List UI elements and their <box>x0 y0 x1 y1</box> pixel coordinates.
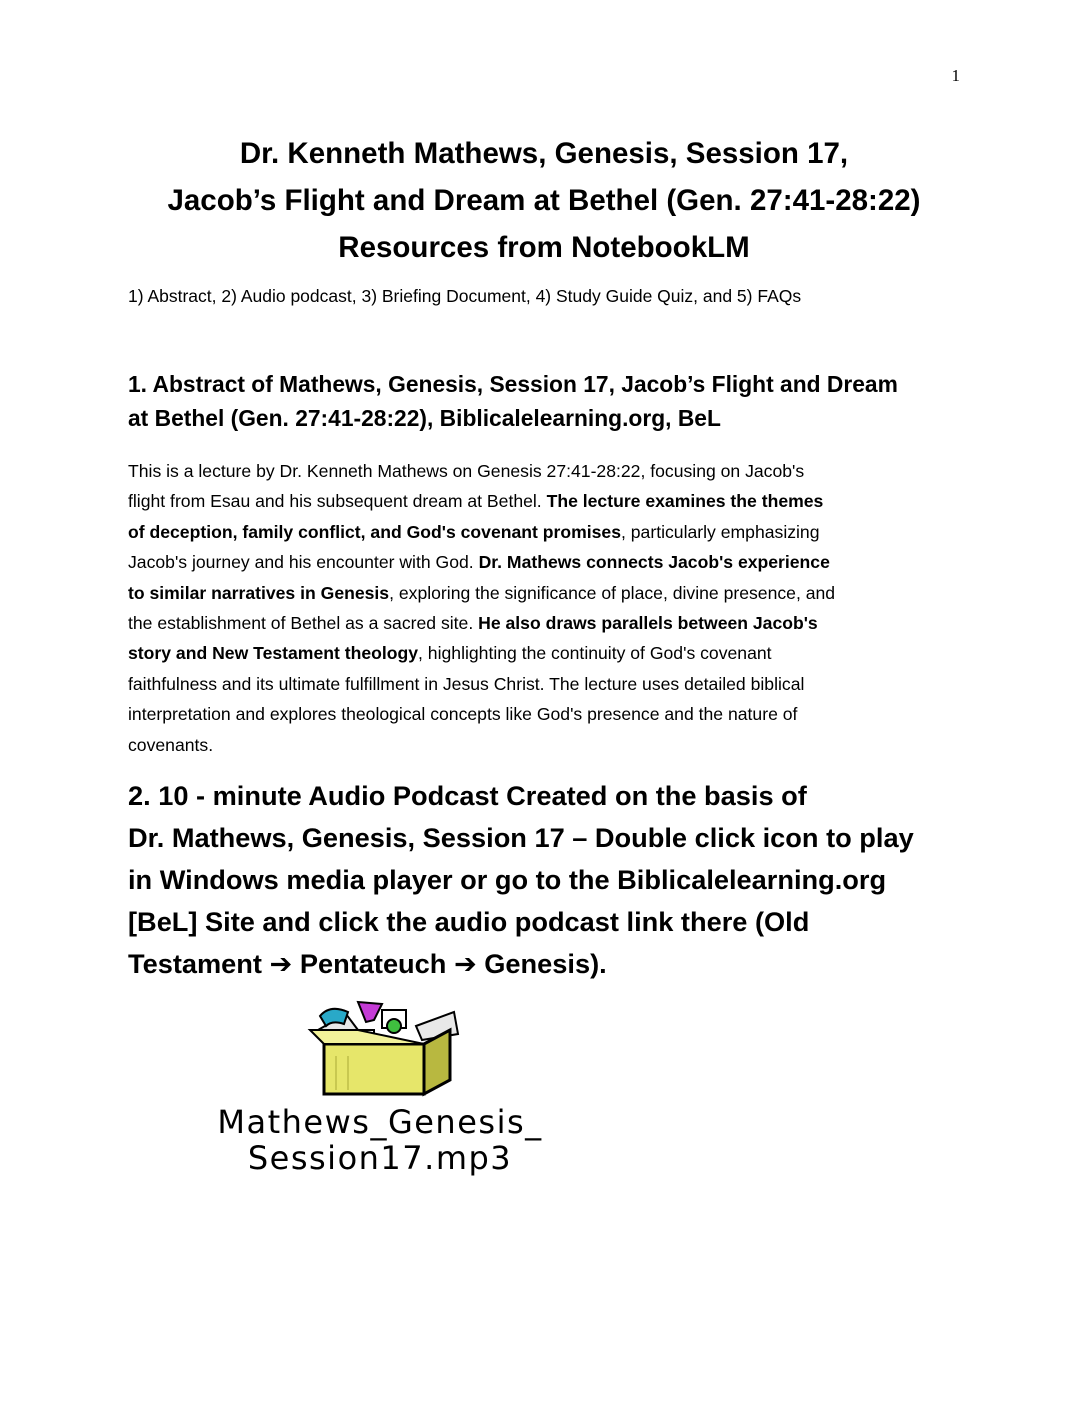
abstract-heading <box>128 367 968 435</box>
document-title <box>60 130 1028 271</box>
abstract-line: of deception, family conflict, and God's covenant promises, particularly emphasizing <box>128 521 820 542</box>
abstract-line: Jacob's journey and his encounter with God. Dr. Mathews connects Jacob's experience <box>128 552 830 573</box>
podcast-heading <box>128 775 1028 985</box>
title-line-1: Dr. Kenneth Mathews, Genesis, Session 17, <box>239 137 849 170</box>
abstract-bold-text: The lecture examines the themes <box>546 491 824 512</box>
resource-list: 1) Abstract, 2) Audio podcast, 3) Briefing Document, 4) Study Guide Quiz, and 5) FAQs <box>128 286 802 306</box>
abstract-line: interpretation and explores theological concepts like God's presence and the nature of <box>128 704 798 725</box>
package-icon[interactable] <box>304 1000 464 1100</box>
title-line-2: Jacob’s Flight and Dream at Bethel (Gen. 27:41-28:22) <box>167 184 921 217</box>
arrow-right-icon: ➔ <box>453 948 477 979</box>
mp3-file-label-line-1: Mathews_Genesis_ <box>217 1103 543 1141</box>
abstract-line: to similar narratives in Genesis, exploring the significance of place, divine presence, and <box>128 582 836 603</box>
abstract-bold-text: He also draws parallels between Jacob's <box>478 613 818 634</box>
title-line-3: Resources from NotebookLM <box>338 231 750 264</box>
podcast-heading-line: [BeL] Site and click the audio podcast link there (Old <box>128 906 810 937</box>
podcast-heading-line: Dr. Mathews, Genesis, Session 17 – Double click icon to play <box>128 822 914 853</box>
abstract-bold-text: story and New Testament theology <box>128 643 419 664</box>
abstract-line: story and New Testament theology, highlighting the continuity of God's covenant <box>128 643 772 664</box>
abstract-line: covenants. <box>128 734 214 755</box>
podcast-heading-line: Testament ➔ Pentateuch ➔ Genesis). <box>128 948 607 979</box>
abstract-line: the establishment of Bethel as a sacred site. He also draws parallels between Jacob's <box>128 613 818 634</box>
podcast-heading-line: in Windows media player or go to the Biblicalelearning.org <box>128 864 887 895</box>
abstract-paragraph <box>128 456 968 760</box>
abstract-bold-text: of deception, family conflict, and God's covenant promises <box>128 521 621 542</box>
abstract-bold-text: Dr. Mathews connects Jacob's experience <box>478 552 830 573</box>
abstract-line: flight from Esau and his subsequent dream at Bethel. The lecture examines the themes <box>128 491 824 512</box>
page-number: 1 <box>951 66 960 85</box>
podcast-heading-line: 2. 10 - minute Audio Podcast Created on the basis of <box>128 780 807 811</box>
abstract-line: This is a lecture by Dr. Kenneth Mathews on Genesis 27:41-28:22, focusing on Jacob's <box>128 461 805 481</box>
abstract-heading-line-2: at Bethel (Gen. 27:41-28:22), Biblicalelearning.org, BeL <box>128 405 721 431</box>
abstract-line: faithfulness and its ultimate fulfillment in Jesus Christ. The lecture uses detailed biblical <box>128 673 805 694</box>
abstract-bold-text: to similar narratives in Genesis <box>128 582 390 603</box>
mp3-file-label-line-2: Session17.mp3 <box>247 1139 513 1177</box>
abstract-heading-line-1: 1. Abstract of Mathews, Genesis, Session 17, Jacob’s Flight and Dream <box>128 371 898 397</box>
mp3-file-label[interactable] <box>100 1104 660 1176</box>
arrow-right-icon: ➔ <box>269 948 293 979</box>
